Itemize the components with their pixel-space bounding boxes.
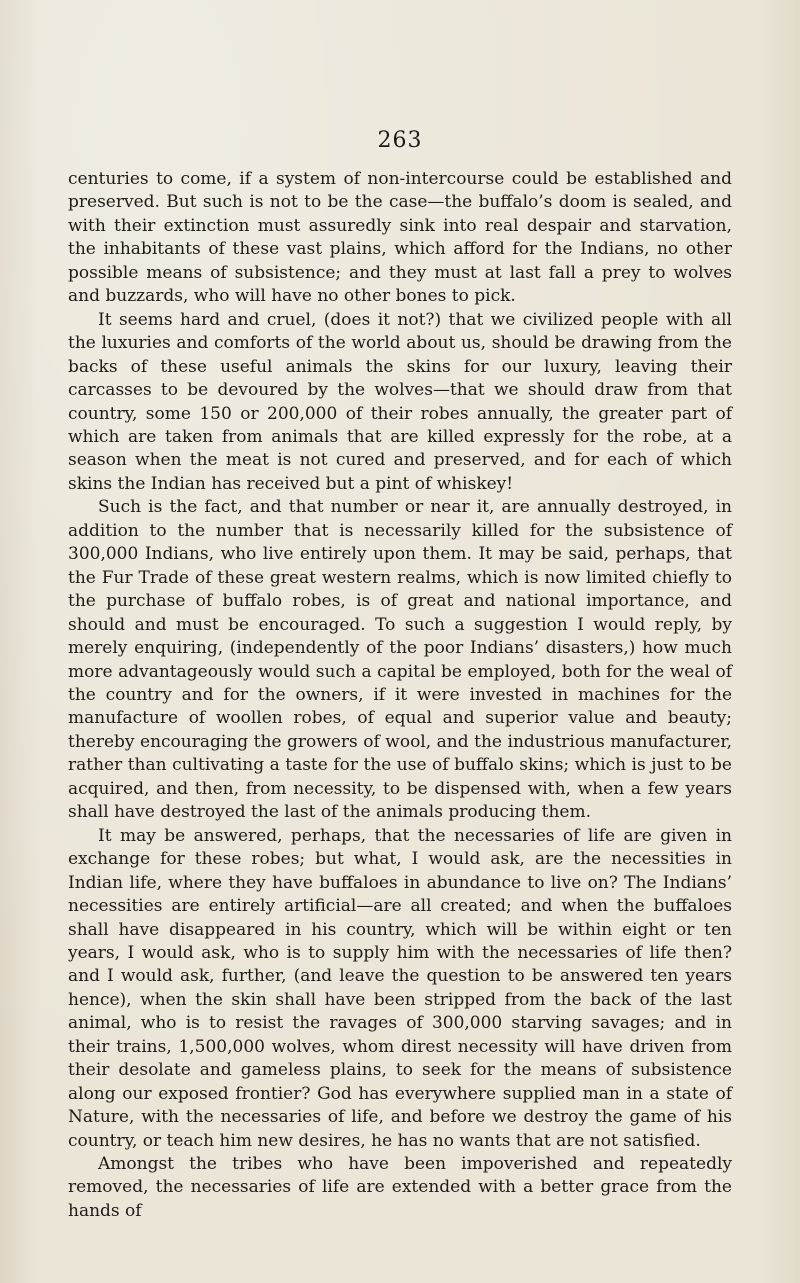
- paragraph-2: It seems hard and cruel, (does it not?) that we civilized people with all the luxuries and comforts of the world about us, should be drawing from the backs of these useful animals the skins for our luxury, leaving their carcasses to be devoured by the wolves—that we should draw from that country, some 150 or 200,000 of their robes annually, the greater part of which are taken from animals that are killed expressly for the robe, at a season when the meat is not cured and preserved, and for each of which skins the Indian has received but a pint of whiskey!: [68, 309, 732, 494]
- paragraph-3: Such is the fact, and that number or near it, are annually destroyed, in addition to the number that is necessarily killed for the subsistence of 300,000 Indians, who live entirely upon them. It may be said, perhaps, that the Fur Trade of these great western realms, which is now limited chiefly to the purchase of buffalo robes, is of great and national importance, and should and must be encouraged. To such a suggestion I would reply, by merely enquiring, (independently of the poor Indians’ disasters,) how much more advantageously would such a capital be employed, both for the weal of the country and for the owners, if it were invested in machines for the manufacture of woollen robes, of equal and superior value and beauty; thereby encouraging the growers of wool, and the industrious manufacturer, rather than cultivating a taste for the use of buffalo skins; which is just to be acquired, and then, from necessity, to be dispensed with, when a few years shall have destroyed the last of the animals producing them.: [68, 497, 732, 823]
- paragraph-4: It may be answered, perhaps, that the necessaries of life are given in exchange for these robes; but what, I would ask, are the necessities in Indian life, where they have buffaloes in abundance to live on? The Indians’ necessities are entirely artificial—are all created; and when the buffaloes shall have disappeared in his country, which will be within eight or ten years, I would ask, who is to supply him with the necessaries of life then? and I would ask, further, (and leave the question to be answered ten years hence), when the skin shall have been stripped from the back of the last animal, who is to resist the ravages of 300,000 starving savages; and in their trains, 1,500,000 wolves, whom direst necessity will have driven from their desolate and gameless plains, to seek for the means of subsistence along our exposed frontier? God has everywhere supplied man in a state of Nature, with the necessaries of life, and before we destroy the game of his country, or teach him new desires, he has no wants that are not satisfied.: [68, 825, 732, 1151]
- paragraph-5: Amongst the tribes who have been impoverished and repeatedly removed, the necessaries of life are extended with a better grace from the hands of: [68, 1154, 732, 1221]
- body-text: [68, 168, 732, 1223]
- paragraph-1: centuries to come, if a system of non-intercourse could be established and preserved. But such is not to be the case—the buffalo’s doom is sealed, and with their extinction must assuredly sink into real despair and starvation, the inhabitants of these vast plains, which afford for the Indians, no other possible means of subsistence; and they must at last fall a prey to wolves and buzzards, who will have no other bones to pick.: [68, 169, 732, 307]
- page-number: 263: [377, 128, 423, 153]
